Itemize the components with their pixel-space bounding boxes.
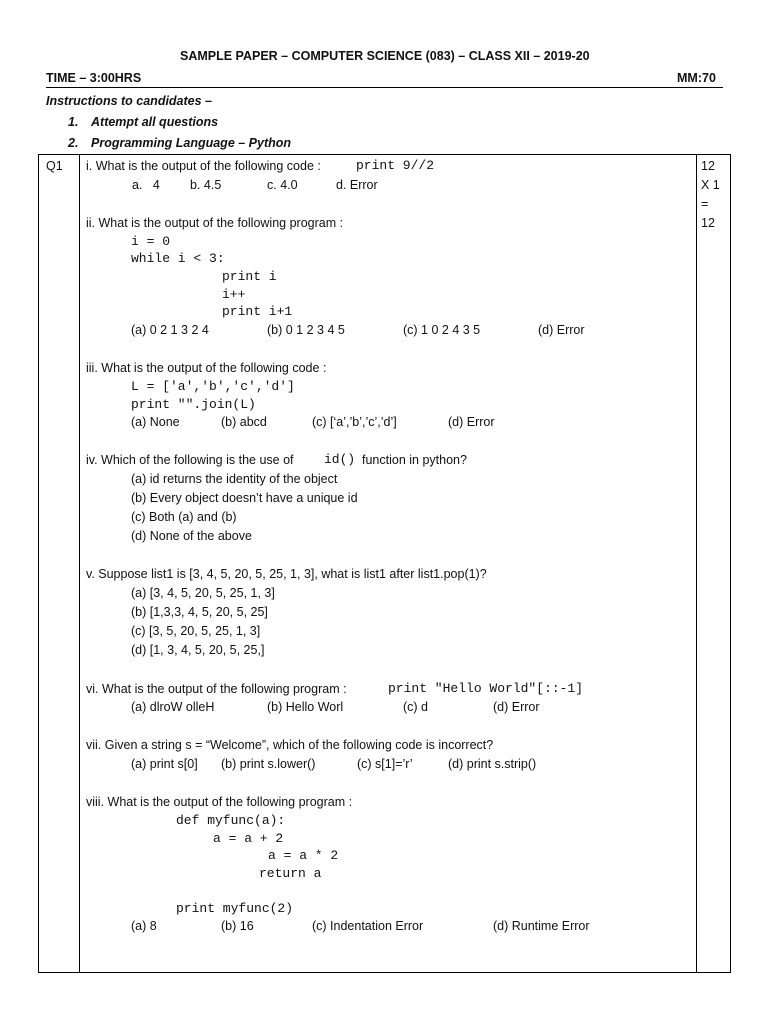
option: (a) print s[0] [131,757,198,771]
option: (d) None of the above [131,529,252,543]
option: (c) Indentation Error [312,919,424,933]
option: (a) None [131,415,180,429]
code-line: a = a * 2 [268,848,339,863]
code-line: i++ [222,287,246,302]
page-title: SAMPLE PAPER – COMPUTER SCIENCE (083) – CLASS XII – 2019-20 [180,49,590,63]
code-line: while i < 3: [131,251,225,266]
table-bottom-border [38,972,731,973]
option: (d) [1, 3, 4, 5, 20, 5, 25,] [131,643,265,657]
question-ii-prompt: ii. What is the output of the following program : [86,216,344,230]
marks-line: 12 [701,216,715,230]
option: (a) id returns the identity of the object [131,472,338,486]
question-i-prompt: i. What is the output of the following code : [86,159,321,173]
option: (d) Error [493,700,540,714]
question-vi-code: print "Hello World"[::-1] [388,681,584,696]
code-line: i = 0 [131,234,171,249]
option: c. 4.0 [267,178,298,192]
table-column-divider [696,154,697,973]
option: (b) abcd [221,415,267,429]
option: (b) 16 [221,919,254,933]
table-column-divider [79,154,80,973]
table-left-border [38,154,39,973]
code-line: a = a + 2 [213,831,284,846]
option: (b) 0 1 2 3 4 5 [267,323,345,337]
option: (a) 8 [131,919,157,933]
option: (d) Error [538,323,585,337]
option: (a) 0 2 1 3 2 4 [131,323,209,337]
option: (c) 1 0 2 4 3 5 [403,323,481,337]
question-vi-prompt: vi. What is the output of the following program : [86,682,347,696]
option: (b) Every object doesn’t have a unique id [131,491,358,505]
option: (c) [3, 5, 20, 5, 25, 1, 3] [131,624,261,638]
header-underline [46,87,723,88]
option: (a) [3, 4, 5, 20, 5, 25, 1, 3] [131,586,275,600]
marks-line: 12 [701,159,715,173]
option: (c) [‘a’,’b’,’c’,’d’] [312,415,397,429]
marks-line: = [701,197,709,211]
question-iv-prompt-end: function in python? [362,453,467,467]
option: (b) Hello Worl [267,700,344,714]
exam-time: TIME – 3:00HRS [46,71,142,85]
code-line: print i [222,269,277,284]
code-line: print i+1 [222,304,293,319]
option: d. Error [336,178,378,192]
question-iv-prompt: iv. Which of the following is the use of [86,453,294,467]
question-iv-code: id() [324,452,356,467]
question-number: Q1 [46,159,63,173]
instruction-number: 1. [68,115,79,129]
question-i-code: print 9//2 [356,158,435,173]
instruction-number: 2. [68,136,79,150]
option: (d) Error [448,415,495,429]
option: (c) Both (a) and (b) [131,510,237,524]
question-vii-prompt: vii. Given a string s = “Welcome”, which of the following code is incorrect? [86,738,494,752]
marks-line: X 1 [701,178,720,192]
option: (d) Runtime Error [493,919,590,933]
code-line: print myfunc(2) [176,901,294,916]
option: (c) s[1]=’r’ [357,757,413,771]
instruction-text: Attempt all questions [91,115,219,129]
question-viii-prompt: viii. What is the output of the following program : [86,795,353,809]
instructions-heading: Instructions to candidates – [46,94,213,108]
table-top-border [38,154,731,155]
instruction-text: Programming Language – Python [91,136,292,150]
code-line: def myfunc(a): [176,813,286,828]
question-v-prompt: v. Suppose list1 is [3, 4, 5, 20, 5, 25, 1, 3], what is list1 after list1.pop(1)? [86,567,487,581]
option: a. 4 [132,178,160,192]
code-line: return a [259,866,322,881]
option: b. 4.5 [190,178,222,192]
option: (b) [1,3,3, 4, 5, 20, 5, 25] [131,605,268,619]
table-right-border [730,154,731,973]
option: (b) print s.lower() [221,757,316,771]
option: (a) dlroW olleH [131,700,215,714]
option: (d) print s.strip() [448,757,537,771]
code-line: L = ['a','b','c','d'] [131,379,295,394]
question-iii-prompt: iii. What is the output of the following code : [86,361,327,375]
code-line: print "".join(L) [131,397,256,412]
max-marks: MM:70 [677,71,716,85]
option: (c) d [403,700,428,714]
